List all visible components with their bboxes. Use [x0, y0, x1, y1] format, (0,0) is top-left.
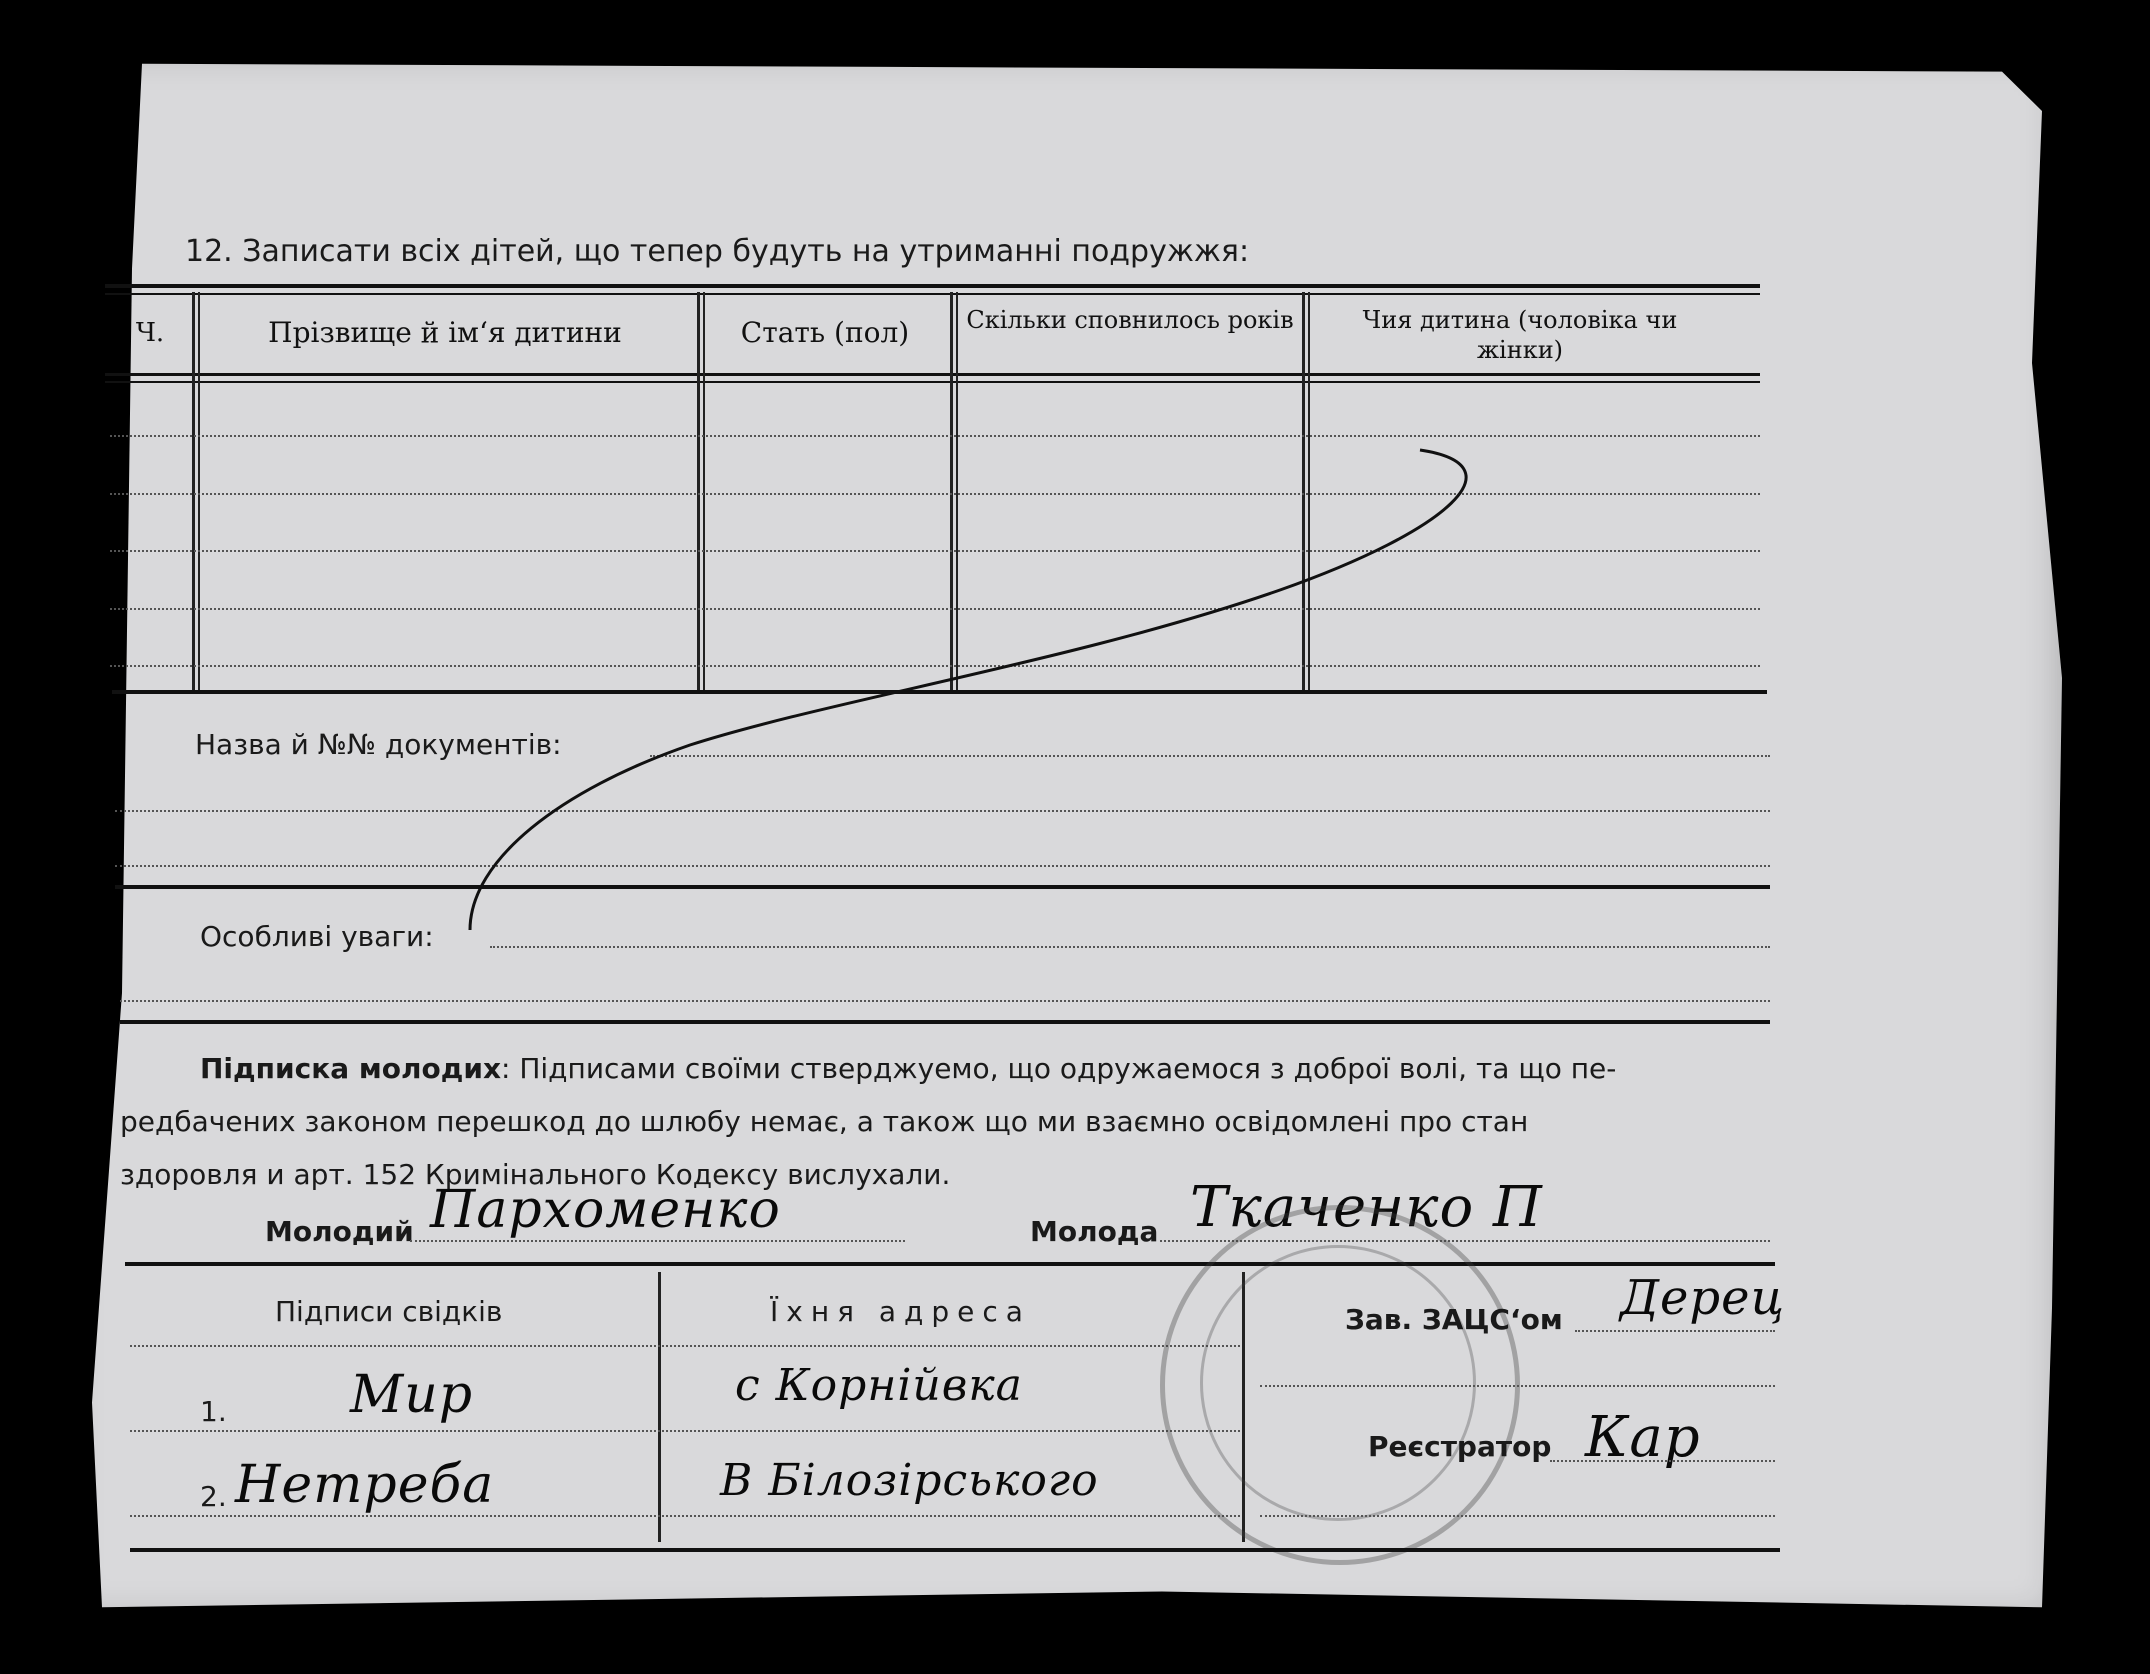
bride-signature: Ткаченко П	[1190, 1175, 1543, 1240]
zags-head-signature: Дерец	[1620, 1270, 1786, 1326]
col-sex-header: Стать (пол)	[740, 316, 910, 349]
witness-1-signature: Мир	[350, 1365, 474, 1425]
witnesses-header: Підписи свідків	[275, 1295, 503, 1328]
groom-signature: Пархоменко	[430, 1180, 781, 1240]
pledge-line-2: редбачених законом перешкод до шлюбу немає, а також що ми взаємно освідомлені про стан	[120, 1105, 1529, 1138]
witness-2-address: В Білозірського	[720, 1455, 1099, 1506]
remarks-label: Особливі уваги:	[200, 920, 434, 953]
pledge-title: Підписка молодих	[200, 1052, 502, 1085]
pledge-line-3: здоровля и арт. 152 Кримінального Кодексу вислухали.	[120, 1158, 951, 1191]
documents-label: Назва й №№ документів:	[195, 728, 562, 761]
bride-label: Молода	[1030, 1215, 1159, 1248]
registrar-label: Реєстратор	[1368, 1430, 1552, 1463]
section-12-title: 12. Записати всіх дітей, що тепер будуть на утриманні подружжя:	[185, 234, 1250, 269]
witness-2-number: 2.	[200, 1480, 227, 1513]
col-number-header: Ч.	[135, 318, 165, 348]
address-header: Їхня адреса	[770, 1295, 1031, 1328]
pledge-text-1: : Підписами своїми стверджуемо, що одружаемося з доброї волі, та що пе-	[501, 1052, 1617, 1085]
col-age-header: Скільки сповнилось років	[966, 306, 1294, 334]
registrar-signature: Кар	[1585, 1405, 1701, 1470]
col-parent-header: Чия дитина (чоловіка чи жінки)	[1362, 306, 1678, 364]
witness-1-address: с Корнійвка	[735, 1360, 1023, 1411]
groom-label: Молодий	[265, 1215, 414, 1248]
col-child-name-header: Прізвище й ім‘я дитини	[268, 316, 622, 349]
zags-head-label: Зав. ЗАЦС‘ом	[1345, 1303, 1563, 1336]
witness-1-number: 1.	[200, 1395, 227, 1428]
witness-2-signature: Нетреба	[235, 1455, 495, 1515]
